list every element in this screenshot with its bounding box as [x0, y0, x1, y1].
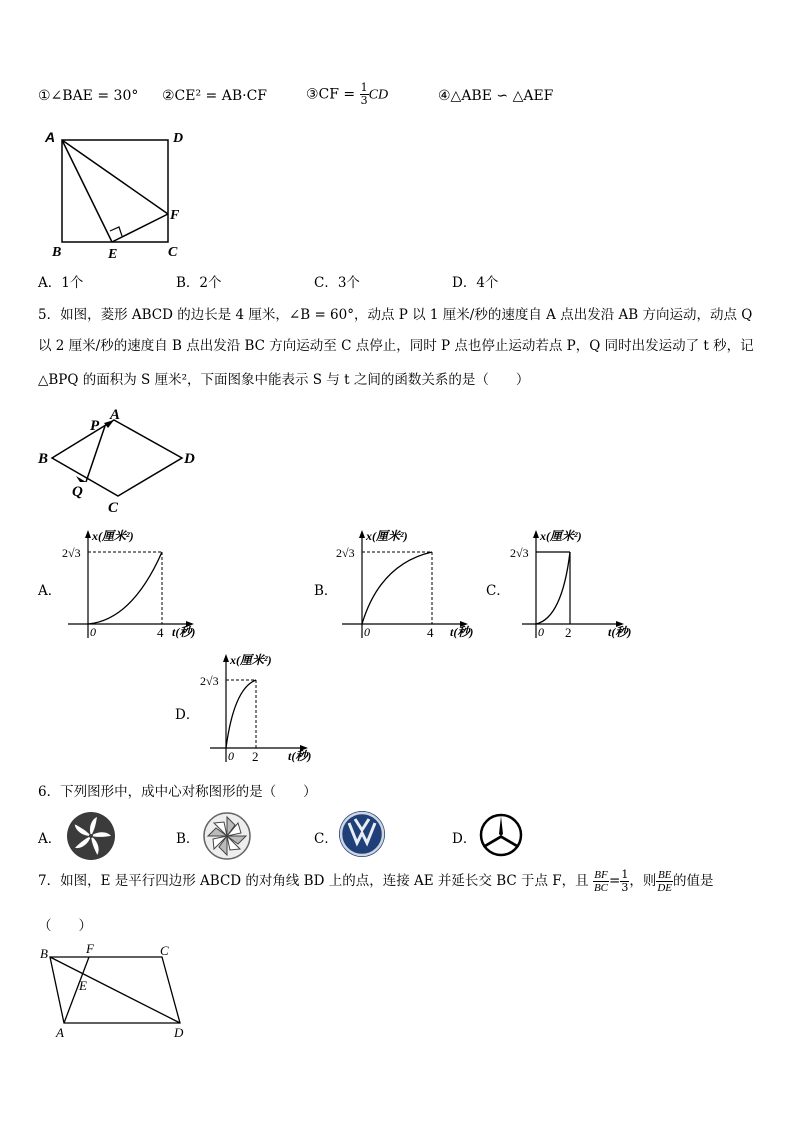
q5-graph-d [196, 652, 326, 767]
graph-d-curve [226, 680, 256, 748]
q4-option-b: B．2个 [176, 275, 222, 291]
svg-text:2√3: 2√3 [200, 674, 219, 688]
label-a: A [56, 1025, 64, 1040]
svg-text:2√3: 2√3 [510, 546, 529, 560]
svg-text:0: 0 [364, 625, 370, 639]
graph-c-curve [536, 552, 570, 624]
q7-stem-pre: 7．如图，E 是平行四边形 ABCD 的对角线 BD 上的点，连接 AE 并延长交 BC 于点 F，且 [38, 873, 589, 889]
q6-option-a: A． [38, 831, 62, 847]
label-a: A [110, 407, 121, 423]
segment-pq [86, 426, 105, 482]
q4-statement-4: ④△ABE ∽ △AEF [438, 88, 554, 104]
q5-option-b: B． [314, 583, 338, 599]
q7-answer-paren: （ ） [38, 918, 92, 934]
right-angle-mark [110, 227, 122, 236]
q4-statement-1: ①∠BAE = 30° [38, 88, 139, 104]
q6-option-c: C． [314, 831, 338, 847]
segment-af [62, 140, 168, 214]
q5-graph-a [62, 528, 212, 643]
q7-fraction-be-de: $\frac{BE}{DE}$ [657, 869, 672, 894]
segment-ef [112, 214, 168, 242]
q5-line-1: 5．如图，菱形 ABCD 的边长是 4 厘米，∠B = 60°，动点 P 以 1 厘米/秒的速度自 A 点出发沿 AB 方向运动，动点 Q [38, 307, 753, 323]
q4-square-figure [40, 125, 190, 265]
diagonal-bd [50, 957, 180, 1023]
label-b: B [38, 451, 49, 467]
q4-option-d: D．4个 [452, 275, 499, 291]
label-a: A [45, 129, 56, 145]
label-e: E [79, 978, 87, 993]
svg-text:0: 0 [538, 625, 544, 639]
q5-option-c: C． [486, 583, 510, 599]
label-d: D [184, 451, 195, 467]
q4-statement-3-lead: ③CF = [306, 86, 360, 103]
graph-b-curve [362, 552, 432, 624]
label-f: F [170, 208, 180, 223]
q5-rhombus-figure [34, 400, 204, 518]
segment-ae [62, 140, 112, 242]
q4-option-c: C．3个 [314, 275, 360, 291]
svg-text:2: 2 [252, 749, 259, 764]
svg-text:0: 0 [90, 625, 96, 639]
q4-statement-3-suffix: CD [368, 87, 389, 103]
svg-text:2√3: 2√3 [62, 546, 81, 560]
svg-text:t(秒): t(秒) [288, 749, 312, 763]
svg-text:t(秒): t(秒) [450, 625, 474, 639]
square-abcd [62, 140, 168, 242]
svg-text:x(厘米²): x(厘米²) [230, 653, 272, 667]
mercedes-star-icon [478, 812, 524, 858]
label-p: P [90, 418, 100, 434]
svg-text:0: 0 [228, 749, 234, 763]
q5-line-3: △BPQ 的面积为 S 厘米²，下面图象中能表示 S 与 t 之间的函数关系的是（ ） [38, 372, 530, 388]
q5-option-a: A． [38, 583, 62, 599]
svg-text:t(秒): t(秒) [608, 625, 632, 639]
q4-statement-3 [306, 82, 388, 107]
label-c: C [160, 943, 169, 958]
pinwheel-icon [202, 811, 252, 861]
q7-stem-mid: ，则 [629, 873, 657, 889]
label-d: D [174, 1025, 184, 1040]
q4-option-a: A．1个 [38, 275, 84, 291]
svg-text:4: 4 [157, 625, 164, 640]
q5-graph-c [508, 528, 648, 643]
q7-equals: = [609, 873, 621, 889]
bauhinia-emblem-icon [66, 811, 116, 861]
q5-option-d: D． [175, 707, 200, 723]
svg-text:x(厘米²): x(厘米²) [366, 529, 408, 543]
q7-fraction-bf-bc: $\frac{BF}{BC}$ [593, 869, 609, 894]
volkswagen-logo-icon [338, 810, 386, 858]
q4-statement-3-fraction: $\frac{1}{3}$ [360, 81, 368, 107]
label-b: B [52, 245, 62, 260]
svg-text:4: 4 [427, 625, 434, 640]
q7-parallelogram-figure [34, 940, 204, 1045]
label-d: D [173, 131, 184, 146]
svg-text:2√3: 2√3 [336, 546, 355, 560]
svg-text:2: 2 [565, 625, 572, 640]
label-c: C [108, 500, 119, 516]
q6-stem: 6．下列图形中，成中心对称图形的是（ ） [38, 784, 317, 800]
q5-line-2: 以 2 厘米/秒的速度自 B 点出发沿 BC 方向运动至 C 点停止，同时 P 点也停止运动若点 P，Q 同时出发运动了 t 秒，记 [38, 338, 754, 354]
label-c: C [168, 245, 178, 260]
label-f: F [86, 941, 94, 956]
q7-stem [38, 869, 714, 894]
q7-fraction-one-third: $\frac{1}{3}$ [621, 868, 629, 894]
label-q: Q [72, 484, 83, 500]
graph-a-curve [88, 552, 162, 624]
q4-statement-2: ②CE² = AB·CF [162, 88, 267, 104]
q6-option-d: D． [452, 831, 477, 847]
svg-text:x(厘米²): x(厘米²) [540, 529, 582, 543]
label-e: E [108, 247, 118, 262]
q6-option-b: B． [176, 831, 200, 847]
q7-stem-post: 的值是 [673, 873, 714, 889]
label-b: B [40, 946, 48, 961]
svg-text:x(厘米²): x(厘米²) [92, 529, 134, 543]
svg-text:t(秒): t(秒) [172, 625, 196, 639]
q5-graph-b [336, 528, 486, 643]
